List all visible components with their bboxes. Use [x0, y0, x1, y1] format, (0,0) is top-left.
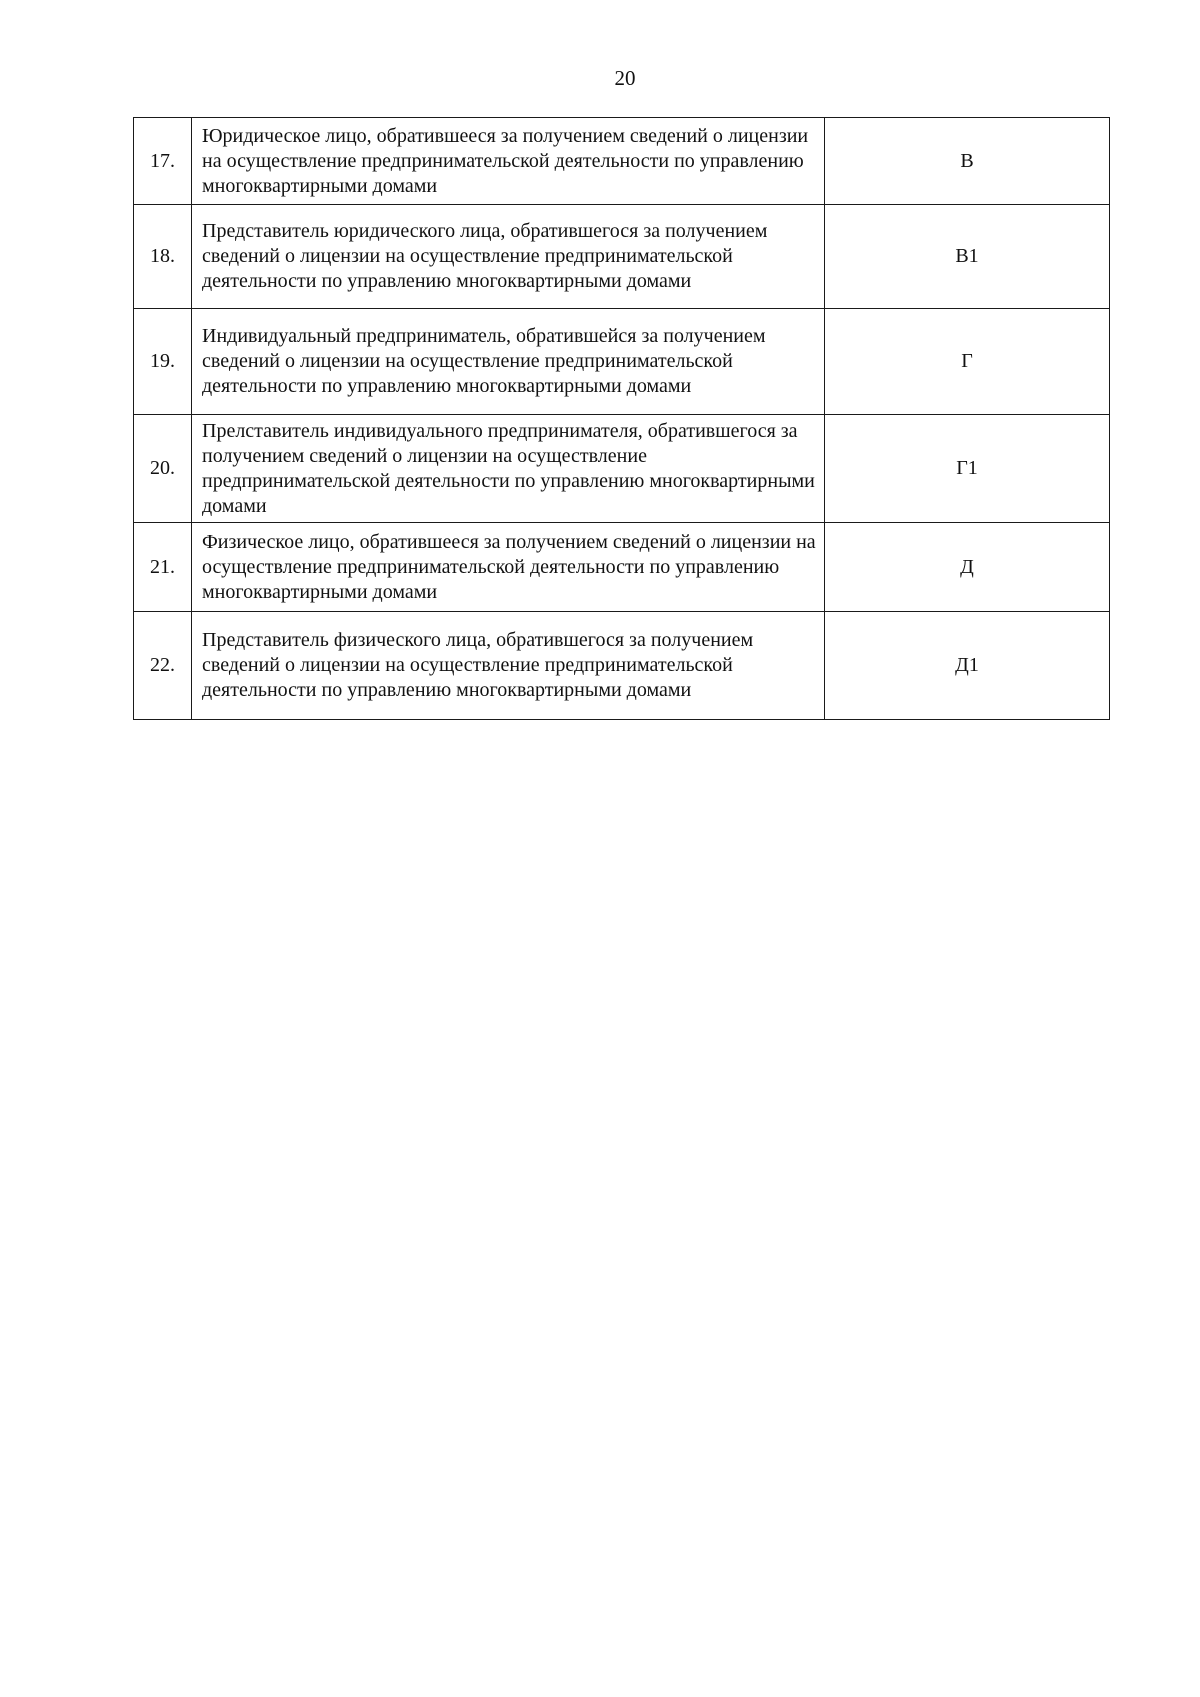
row-description: Прелставитель индивидуального предпринимателя, обратившегося за получением сведений о лицензии на осуществление предпринимательской деятельности по управлению многоквартирными домами — [192, 415, 825, 523]
row-description: Индивидуальный предприниматель, обратившейся за получением сведений о лицензии на осуществление предпринимательской деятельности по управлению многоквартирными домами — [192, 309, 825, 415]
row-description: Юридическое лицо, обратившееся за получением сведений о лицензии на осуществление предпринимательской деятельности по управлению многоквартирными домами — [192, 118, 825, 205]
row-code: Д — [825, 523, 1110, 612]
codes-table — [133, 117, 1110, 720]
row-number: 17. — [134, 118, 192, 205]
page-number: 20 — [614, 66, 636, 90]
table-row — [134, 415, 1110, 523]
table-row — [134, 118, 1110, 205]
row-code: В1 — [825, 205, 1110, 309]
row-description: Представитель физического лица, обратившегося за получением сведений о лицензии на осуществление предпринимательской деятельности по управлению многоквартирными домами — [192, 612, 825, 720]
row-code: Г1 — [825, 415, 1110, 523]
row-number: 18. — [134, 205, 192, 309]
row-number: 19. — [134, 309, 192, 415]
row-number: 22. — [134, 612, 192, 720]
table-row — [134, 205, 1110, 309]
table-row — [134, 612, 1110, 720]
table-row — [134, 309, 1110, 415]
row-description: Представитель юридического лица, обратившегося за получением сведений о лицензии на осуществление предпринимательской деятельности по управлению многоквартирными домами — [192, 205, 825, 309]
row-code: Г — [825, 309, 1110, 415]
row-number: 20. — [134, 415, 192, 523]
row-description: Физическое лицо, обратившееся за получением сведений о лицензии на осуществление предпринимательской деятельности по управлению многоквартирными домами — [192, 523, 825, 612]
row-code: В — [825, 118, 1110, 205]
table-row — [134, 523, 1110, 612]
row-number: 21. — [134, 523, 192, 612]
row-code: Д1 — [825, 612, 1110, 720]
